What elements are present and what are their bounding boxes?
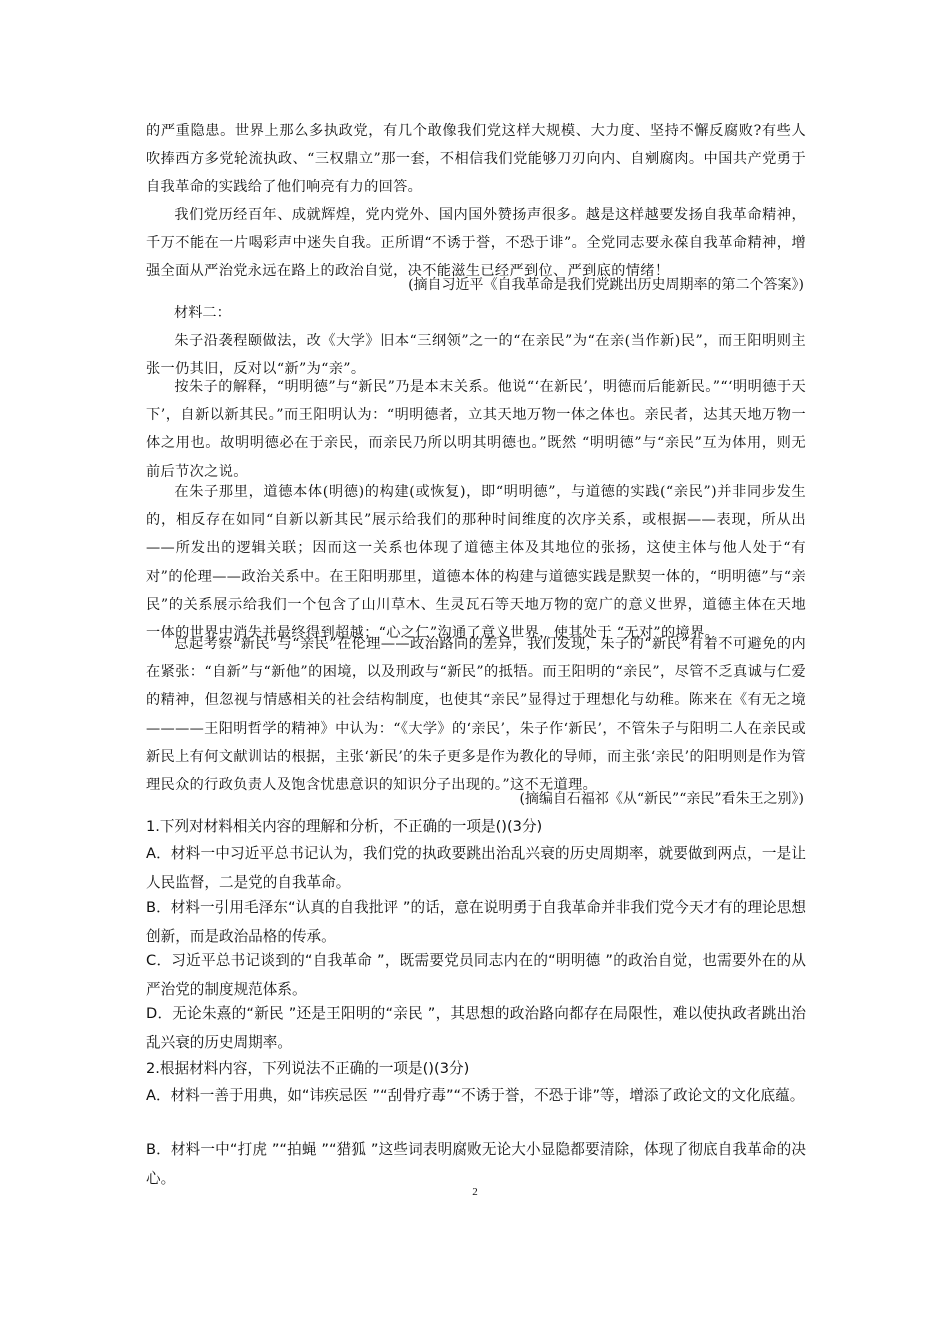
question-1-option-c: C．习近平总书记谈到的“自我革命 ”，既需要党员同志内在的“明明德 ”的政治自觉，也需要外在的从严治党的制度规范体系。 <box>146 952 806 998</box>
material2-paragraph-1: 朱子沿袭程颐做法，改《大学》旧本“三纲领”之一的“在亲民”为“在亲(当作新)民”，而王阳明则主张一仍其旧，反对以“新”为“亲”。 <box>146 333 806 378</box>
material2-paragraph-2: 按朱子的解释，“明明德”与“新民”乃是本末关系。他说“‘在新民’，明德而后能新民。”“‘明明德于天下’，自新以新其民。”而王阳明认为：“明明德者，立其天地万物一体之体也。亲民者，达其天地万物一体之用也。故明明德必在于亲民，而亲民乃所以明其明德也。”既然 “明明德”与“亲民”互为体用，则无前后节次之说。 <box>146 379 806 480</box>
question-1-option-b: B．材料一引用毛泽东“认真的自我批评 ”的话，意在说明勇于自我革命并非我们党今天才有的理论思想创新，而是政治品格的传承。 <box>146 899 806 945</box>
page-number: 2 <box>472 1186 478 1198</box>
question-2-stem: 2.根据材料内容，下列说法不正确的一项是()(3分) <box>146 1060 470 1077</box>
material1-paragraph-continued: 的严重隐患。世界上那么多执政党，有几个敢像我们党这样大规模、大力度、坚持不懈反腐败?有些人吹捧西方多党轮流执政、“三权鼎立”那一套，不相信我们党能够刀刃向内、自剜腐肉。中国共产党勇于自我革命的实践给了他们响亮有力的回答。 <box>146 123 806 196</box>
material2-label: 材料二： <box>174 305 231 321</box>
material1-paragraph-final: 我们党历经百年、成就辉煌，党内党外、国内国外赞扬声很多。越是这样越要发扬自我革命精神，千万不能在一片喝彩声中迷失自我。正所谓“不诱于誉，不恐于诽”。全党同志要永葆自我革命精神，增强全面从严治党永远在路上的政治自觉，决不能滋生已经严到位、严到底的情绪！ <box>146 207 806 280</box>
material2-paragraph-4: 总起考察“新民”与“亲民”在伦理——政治路向的差异，我们发现，朱子的“新民”有着不可避免的内在紧张：“自新”与“新他”的困境，以及刑政与“新民”的抵牾。而王阳明的“亲民”，尽管不乏真诚与仁爱的精神，但忽视与情感相关的社会结构制度，也使其“亲民”显得过于理想化与幼稚。陈来在《有无之境————王阳明哲学的精神》中认为：“《大学》的‘亲民’，朱子作‘新民’，不管朱子与阳明二人在亲民或新民上有何文献训诂的根据，主张‘新民’的朱子更多是作为教化的导师，而主张‘亲民’的阳明则是作为管理民众的行政负责人及饱含忧患意识的知识分子出现的。”这不无道理。 <box>146 636 806 794</box>
material2-paragraph-3: 在朱子那里，道德本体(明德)的构建(或恢复)，即“明明德”，与道德的实践(“亲民”)并非同步发生的，相反存在如同“自新以新其民”展示给我们的那种时间维度的次序关系，或根据——表现，所从出——所发出的逻辑关联；因而这一关系也体现了道德主体及其地位的张扬，这使主体与他人处于“有对”的伦理——政治关系中。在王阳明那里，道德本体的构建与道德实践是默契一体的，“明明德”与“亲民”的关系展示给我们一个包含了山川草木、生灵瓦石等天地万物的宽广的意义世界，道德主体在天地一体的世界中消失并最终得到超越；“心之仁”沟通了意义世界，使其处于 “无对”的境界。 <box>146 484 806 642</box>
material2-source: (摘编自石福祁《从“新民”“亲民”看朱王之别》) <box>519 791 804 807</box>
question-1-stem: 1.下列对材料相关内容的理解和分析，不正确的一项是()(3分) <box>146 818 543 835</box>
question-1-option-d: D．无论朱熹的“新民 ”还是王阳明的“亲民 ”，其思想的政治路向都存在局限性，难以使执政者跳出治乱兴衰的历史周期率。 <box>146 1005 806 1051</box>
question-2-option-a: A．材料一善于用典，如“讳疾忌医 ”“刮骨疗毒”“不诱于誉，不恐于诽”等，增添了政论文的文化底蕴。 <box>146 1087 805 1104</box>
question-1-option-a: A．材料一中习近平总书记认为，我们党的执政要跳出治乱兴衰的历史周期率，就要做到两点，一是让人民监督，二是党的自我革命。 <box>146 845 806 891</box>
material1-source: (摘自习近平《自我革命是我们党跳出历史周期率的第二个答案》) <box>408 277 804 293</box>
question-2-option-b: B．材料一中“打虎 ”“拍蝇 ”“猎狐 ”这些词表明腐败无论大小显隐都要清除，体现了彻底自我革命的决心。 <box>146 1141 806 1187</box>
